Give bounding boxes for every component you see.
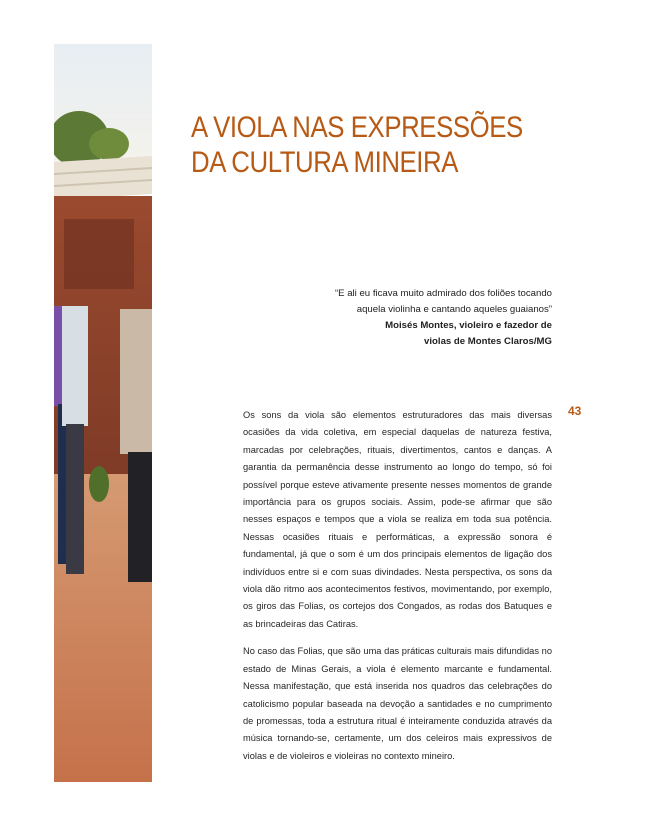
page-title [191, 110, 569, 180]
page-number: 43 [568, 404, 582, 418]
body-text [243, 407, 552, 775]
cover-photo [54, 44, 152, 782]
epigraph-quote-line-1: “E ali eu ficava muito admirado dos foliões tocando [334, 288, 552, 299]
epigraph-author-line-2: violas de Montes Claros/MG [424, 336, 552, 347]
paragraph: Os sons da viola são elementos estruturadores das mais diversas ocasiões da vida coletiva, em especial daquelas de natureza festiva, marcadas por celebrações, rituais, divertimentos, cantos e danças. A garantia da permanência desse instrumento ao longo do tempo, só foi possível porque esteve ativamente presente nesses momentos de grande importância para os grupos sociais. Assim, pode-se afirmar que são nesses espaços e tempos que a viola se realiza em toda sua potência. Nessas ocasiões rituais e performáticas, a expressão sonora é fundamental, já que o som é um dos principais elementos de ligação dos indivíduos entre si e com suas divindades. Nesta perspectiva, os sons da viola dão ritmo aos acontecimentos festivos, movimentando, por exemplo, os giros das Folias, os cortejos dos Congados, as rodas dos Batuques e as brincadeiras das Catiras. [243, 410, 552, 629]
epigraph-author-line-1: Moisés Montes, violeiro e fazedor de [385, 320, 552, 331]
title-line-2: DA CULTURA MINEIRA [191, 146, 459, 180]
paragraph: No caso das Folias, que são uma das práticas culturais mais difundidas no estado de Minas Gerais, a viola é elemento marcante e fundamental. Nessa manifestação, que está inserida nos quadros das celebrações do catolicismo popular baseada na devoção a santidades e no cumprimento de promessas, toda a estrutura ritual é inteiramente conduzida através da música tornando-se, certamente, um dos celeiros mais expressivos de violas e de violeiros e violeiras no contexto mineiro. [243, 646, 552, 761]
title-line-1: A VIOLA NAS EXPRESSÕES [191, 111, 523, 145]
epigraph [232, 286, 552, 350]
epigraph-attribution [232, 318, 552, 350]
epigraph-quote-line-2: aquela violinha e cantando aqueles guaianos” [356, 304, 552, 315]
epigraph-quote [232, 286, 552, 318]
